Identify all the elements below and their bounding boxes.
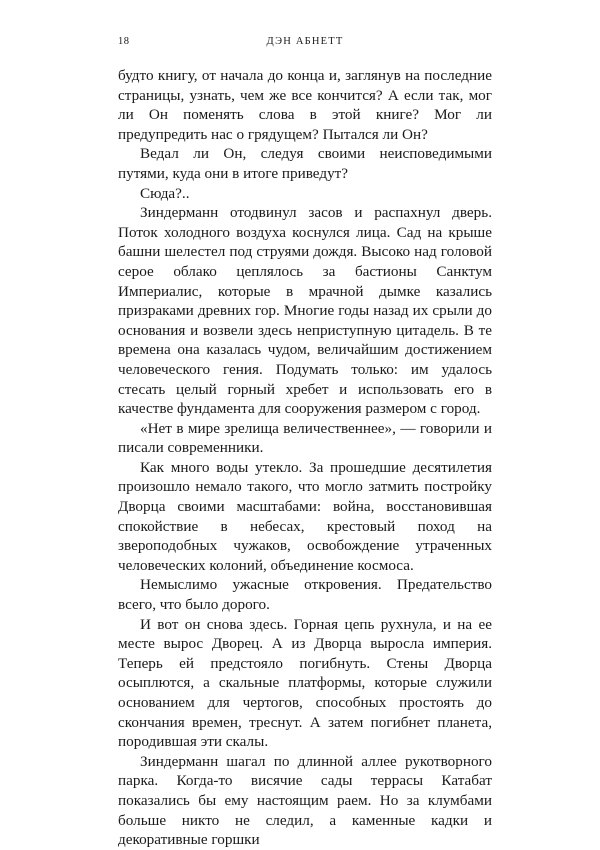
page-header [118,36,492,50]
paragraph: Как много воды утекло. За прошедшие десятилетия произошло немало такого, что могло затмить постройку Дворца своими масштабами: война, восстановившая спокойствие в небесах, крестовый поход на звероподобных чужаков, освобождение утраченных человеческих колоний, объединение космоса. [118,458,492,574]
paragraph: Немыслимо ужасные откровения. Предательство всего, что было дорого. [118,576,492,614]
paragraph: Зиндерманн шагал по длинной аллее рукотворного парка. Когда-то висячие сады террасы Катабат показались бы ему настоящим раем. Но за клумбами больше никто не следил, а каменные кадки и декоративные горшки [118,752,492,849]
paragraph: Ведал ли Он, следуя своими неисповедимыми путями, куда они в итоге приведут? [118,145,492,182]
paragraph: Сюда?.. [140,184,190,202]
paragraph: «Нет в мире зрелища величественнее», — говорили и писали современники. [118,419,492,457]
page-number: 18 [118,36,130,47]
body-text [118,66,492,850]
paragraph: Зиндерманн отодвинул засов и распахнул дверь. Поток холодного воздуха коснулся лица. Сад на крыше башни шелестел под струями дождя. Высоко над головой серое облако цеплялось за бастионы Санктум Империалис, которые в мрачной дымке казались призраками древних гор. Многие годы назад их срыли до основания и возвели здесь неприступную цитадель. В те времена она казалась чудом, величайшим достижением человеческого гения. Подумать только: им удалось стесать целый горный хребет и использовать его в качестве фундамента для сооружения размером с город. [118,204,492,418]
paragraph: будто книгу, от начала до конца и, заглянув на последние страницы, узнать, чем же все кончится? А если так, мог ли Он поменять слова в этой книге? Мог ли предупредить нас о грядущем? Пытался ли Он? [118,67,492,143]
paragraph: И вот он снова здесь. Горная цепь рухнула, и на ее месте вырос Дворец. А из Дворца выросла империя. Теперь ей предстояло погибнуть. Стены Дворца осыплются, а скальные платформы, которые служили основанием для чертогов, способных простоять до скончания времен, треснут. А затем погибнет планета, породившая эти скалы. [118,615,492,751]
running-head-author: ДЭН АБНЕТТ [266,36,344,47]
